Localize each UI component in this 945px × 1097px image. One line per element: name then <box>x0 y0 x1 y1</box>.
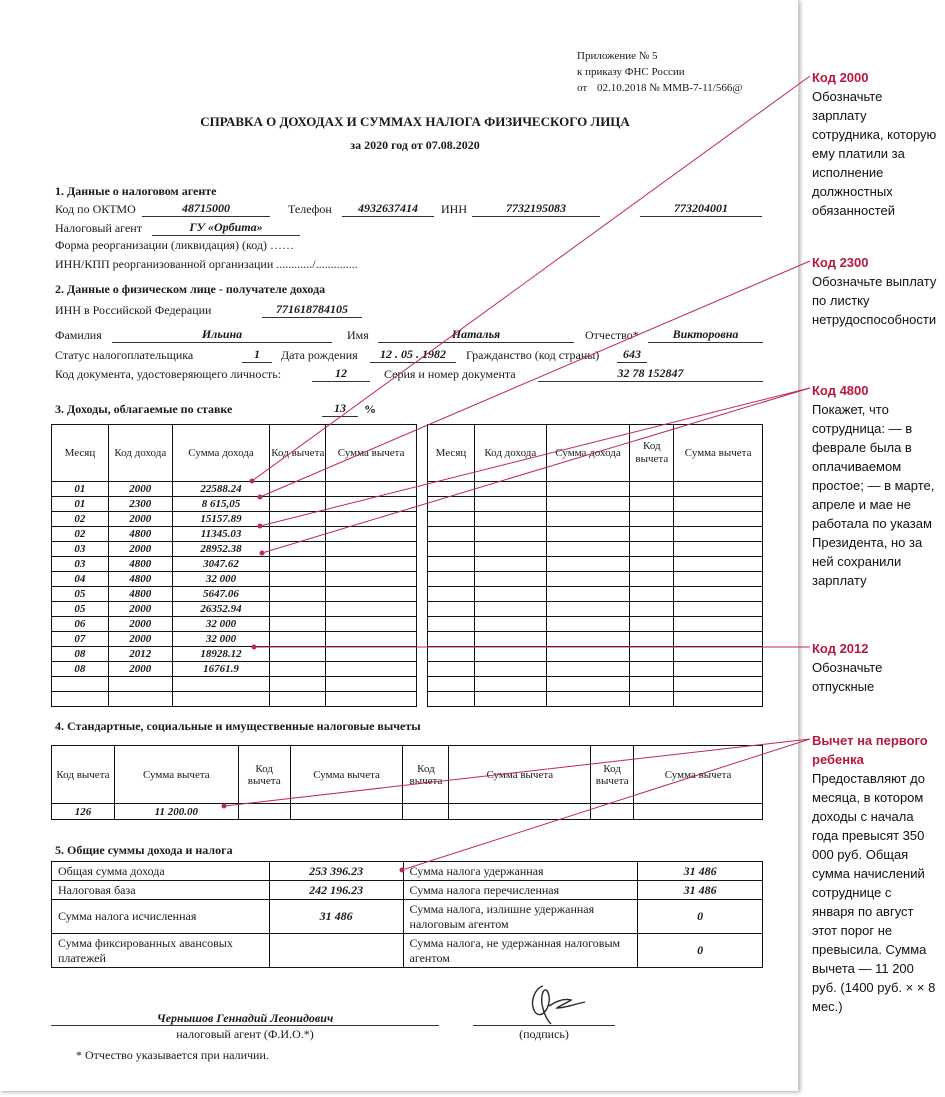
leader-deduction-a <box>224 739 810 806</box>
oktmo-value: 48715000 <box>182 201 230 215</box>
annotation-title: Код 2000 <box>812 70 869 85</box>
income-cell: 32 000 <box>172 632 270 647</box>
income-cell: 07 <box>52 632 109 647</box>
income-cell: 2012 <box>108 647 172 662</box>
income-cell: 26352.94 <box>172 602 270 617</box>
order-line: к приказу ФНС России <box>577 66 685 78</box>
income-cell: 03 <box>52 557 109 572</box>
signature-caption: (подпись) <box>519 1027 569 1041</box>
ded-col-code-3: Код вычета <box>403 746 449 804</box>
status-label: Статус налогоплательщика <box>55 348 194 362</box>
phone-value: 4932637414 <box>358 201 418 215</box>
income-cell: 16761.9 <box>172 662 270 677</box>
tax-overwithheld-value: 0 <box>638 900 763 934</box>
order-date-prefix: от <box>577 82 588 94</box>
income-cell: 2000 <box>108 632 172 647</box>
leader-2000 <box>252 76 810 481</box>
ded-col-sum-1: Сумма вычета <box>114 746 238 804</box>
kpp-value: 773204001 <box>674 201 728 215</box>
income-cell: 2000 <box>108 602 172 617</box>
income-col-header: Месяц <box>428 425 475 482</box>
annotation-title: Код 4800 <box>812 383 869 398</box>
income-cell: 05 <box>52 587 109 602</box>
annotation-title: Вычет на первого ребенка <box>812 733 928 767</box>
tax-withheld-label: Сумма налога удержанная <box>403 862 638 881</box>
citizenship-value: 643 <box>623 347 641 361</box>
name-label: Имя <box>347 328 369 342</box>
income-cell: 2000 <box>108 512 172 527</box>
income-cell: 01 <box>52 482 109 497</box>
income-col-header: Код дохода <box>474 425 546 482</box>
income-cell: 28952.38 <box>172 542 270 557</box>
doc-code-label: Код документа, удостоверяющего личность: <box>55 367 282 381</box>
doc-number-label: Серия и номер документа <box>384 367 516 381</box>
income-col-header: Сумма дохода <box>546 425 630 482</box>
section1-heading: 1. Данные о налоговом агенте <box>55 184 217 198</box>
annotation-text: Предоставляют до месяца, в котором доходы с начала года превысят 350 000 руб. Общая сумма начислений сотруднице с января по август этот порог не превысила. Сумма вычета — 11 200 руб. (1400 руб. × × 8 мес.) <box>812 771 936 1014</box>
income-cell: 03 <box>52 542 109 557</box>
ded-row-code: 126 <box>52 804 115 820</box>
income-cell: 2000 <box>108 482 172 497</box>
name-value: Наталья <box>451 327 501 341</box>
status-value: 1 <box>254 347 260 361</box>
ded-row-sum: 11 200.00 <box>114 804 238 820</box>
income-cell: 4800 <box>108 527 172 542</box>
agent-name-caption: налоговый агент (Ф.И.О.*) <box>176 1027 314 1041</box>
income-col-header: Сумма вычета <box>674 425 763 482</box>
tax-calculated-label: Сумма налога исчисленная <box>52 900 270 934</box>
income-cell: 22588.24 <box>172 482 270 497</box>
income-col-header: Код дохода <box>108 425 172 482</box>
reorg-inn: ИНН/КПП реорганизованной организации ............/.............. <box>55 257 358 271</box>
section5-heading: 5. Общие суммы дохода и налога <box>55 843 233 857</box>
income-cell: 4800 <box>108 572 172 587</box>
annotation-text: Обозначьте выплату по листку нетрудоспособности <box>812 274 937 327</box>
total-income-value: 253 396.23 <box>269 862 403 881</box>
income-cell: 2000 <box>108 617 172 632</box>
tax-overwithheld-label: Сумма налога, излишне удержанная налоговым агентом <box>403 900 638 934</box>
annotation-title: Код 2300 <box>812 255 869 270</box>
fixed-advance-label: Сумма фиксированных авансовых платежей <box>52 934 270 968</box>
income-cell: 15157.89 <box>172 512 270 527</box>
income-cell: 11345.03 <box>172 527 270 542</box>
section2-heading: 2. Данные о физическом лице - получателе дохода <box>55 282 326 296</box>
annotation-title: Код 2012 <box>812 641 869 656</box>
income-cell: 02 <box>52 527 109 542</box>
oktmo-label: Код по ОКТМО <box>55 202 136 216</box>
tax-transferred-label: Сумма налога перечисленная <box>403 881 638 900</box>
surname-value: Ильина <box>201 327 243 341</box>
agent-full-name: Чернышов Геннадий Леонидович <box>156 1011 334 1025</box>
agent-value: ГУ «Орбита» <box>189 220 263 234</box>
document-title: СПРАВКА О ДОХОДАХ И СУММАХ НАЛОГА ФИЗИЧЕСКОГО ЛИЦА <box>200 114 630 129</box>
surname-label: Фамилия <box>55 328 102 342</box>
income-cell: 08 <box>52 647 109 662</box>
leader-deduction-b <box>402 739 810 870</box>
inn-agent-label: ИНН <box>441 202 467 216</box>
income-cell: 01 <box>52 497 109 512</box>
person-inn-label: ИНН в Российской Федерации <box>55 303 212 317</box>
income-cell: 32 000 <box>172 572 270 587</box>
ded-col-sum-3: Сумма вычета <box>449 746 591 804</box>
document-subtitle: за 2020 год от 07.08.2020 <box>350 138 480 152</box>
income-cell: 05 <box>52 602 109 617</box>
ded-col-sum-4: Сумма вычета <box>634 746 763 804</box>
appendix-number: Приложение № 5 <box>577 50 658 62</box>
person-inn-value: 771618784105 <box>276 302 348 316</box>
income-col-header: Сумма вычета <box>326 425 417 482</box>
ded-col-code-1: Код вычета <box>52 746 115 804</box>
ded-col-sum-2: Сумма вычета <box>290 746 403 804</box>
reorg-form: Форма реорганизации (ликвидация) (код) …… <box>55 238 294 252</box>
tax-transferred-value: 31 486 <box>638 881 763 900</box>
dob-label: Дата рождения <box>281 348 358 362</box>
tax-calculated-value: 31 486 <box>269 900 403 934</box>
dob-value: 12 . 05 . 1982 <box>380 347 446 361</box>
income-cell: 4800 <box>108 557 172 572</box>
annotation-text: Покажет, что сотрудница: — в феврале была в оплачиваемом простое; — в марте, апреле и мае не работала по указам Президента, но за ней сохранили зарплату <box>812 402 935 588</box>
tax-base-label: Налоговая база <box>52 881 270 900</box>
agent-label: Налоговый агент <box>55 221 142 235</box>
income-cell: 02 <box>52 512 109 527</box>
income-cell: 2300 <box>108 497 172 512</box>
income-col-header: Код вычета <box>270 425 326 482</box>
income-cell: 04 <box>52 572 109 587</box>
total-income-label: Общая сумма дохода <box>52 862 270 881</box>
tax-not-withheld-label: Сумма налога, не удержанная налоговым агентом <box>403 934 638 968</box>
income-col-header: Сумма дохода <box>172 425 270 482</box>
income-cell: 2000 <box>108 662 172 677</box>
leader-4800-a <box>260 388 810 526</box>
percent-sign: % <box>364 402 376 416</box>
income-cell: 4800 <box>108 587 172 602</box>
income-cell: 3047.62 <box>172 557 270 572</box>
income-col-header: Месяц <box>52 425 109 482</box>
income-cell: 08 <box>52 662 109 677</box>
annotation-text: Обозначьте зарплату сотрудника, которую ему платили за исполнение должностных обязанностей <box>812 89 937 218</box>
leader-4800-b <box>262 388 810 553</box>
footnote: * Отчество указывается при наличии. <box>76 1048 269 1062</box>
annotation-text: Обозначьте отпускные <box>812 660 883 694</box>
tax-not-withheld-value: 0 <box>638 934 763 968</box>
order-date: 02.10.2018 № ММВ-7-11/566@ <box>597 82 743 94</box>
rate-value: 13 <box>334 401 346 415</box>
income-cell: 32 000 <box>172 617 270 632</box>
income-cell: 8 615,05 <box>172 497 270 512</box>
section4-heading: 4. Стандартные, социальные и имущественные налоговые вычеты <box>55 719 421 733</box>
tax-withheld-value: 31 486 <box>638 862 763 881</box>
tax-base-value: 242 196.23 <box>269 881 403 900</box>
income-cell: 18928.12 <box>172 647 270 662</box>
income-cell: 2000 <box>108 542 172 557</box>
citizenship-label: Гражданство (код страны) <box>466 348 600 362</box>
ded-col-code-2: Код вычета <box>238 746 290 804</box>
income-cell: 06 <box>52 617 109 632</box>
doc-number-value: 32 78 152847 <box>617 366 684 380</box>
income-col-header: Код вычета <box>630 425 674 482</box>
phone-label: Телефон <box>288 202 332 216</box>
patronymic-label: Отчество* <box>585 328 639 342</box>
income-cell: 5647.06 <box>172 587 270 602</box>
patronymic-value: Викторовна <box>672 327 739 341</box>
leader-2300 <box>260 261 810 497</box>
section3-heading: 3. Доходы, облагаемые по ставке <box>55 402 233 416</box>
doc-code-value: 12 <box>335 366 347 380</box>
ded-col-code-4: Код вычета <box>591 746 634 804</box>
inn-agent-value: 7732195083 <box>506 201 566 215</box>
